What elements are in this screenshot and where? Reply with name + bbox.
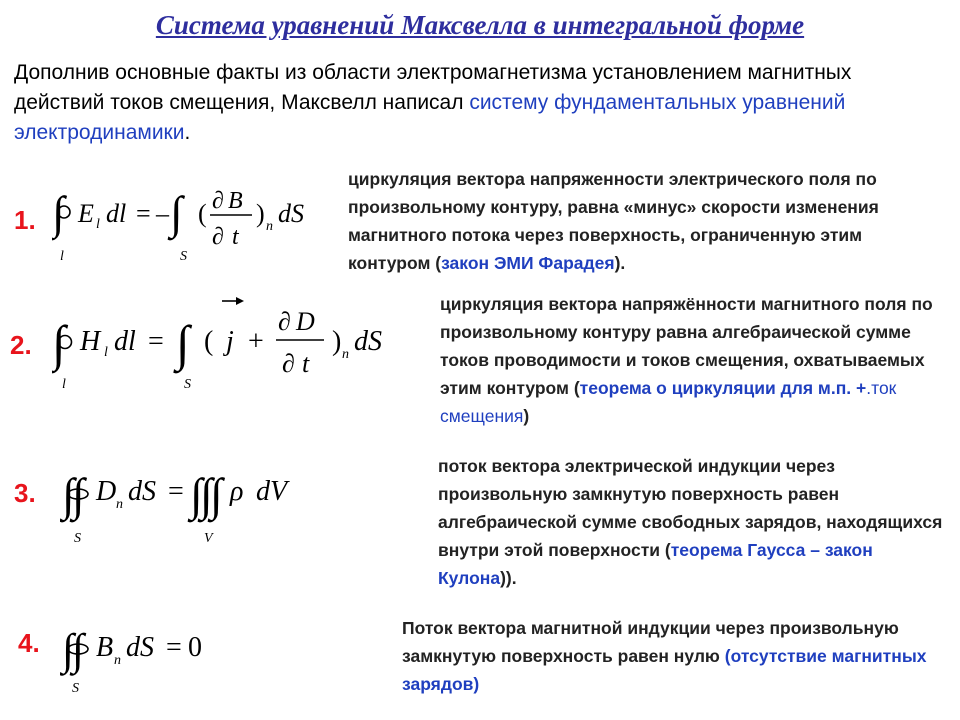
svg-text:(: ( bbox=[204, 326, 214, 357]
equation-4-formula bbox=[60, 614, 260, 704]
svg-text:=: = bbox=[168, 476, 184, 507]
equation-4-description bbox=[402, 614, 952, 698]
svg-text:∫: ∫ bbox=[210, 469, 223, 520]
svg-text:dS: dS bbox=[278, 199, 304, 228]
svg-text:B: B bbox=[96, 632, 114, 663]
equation-1-formula bbox=[52, 168, 332, 268]
slide-title: Система уравнений Максвелла в интегральной форме bbox=[155, 10, 805, 40]
svg-text:∫: ∫ bbox=[176, 315, 190, 371]
svg-text:dS: dS bbox=[128, 476, 156, 507]
svg-text:=: = bbox=[148, 326, 164, 357]
equation-3-law-name: теорема Гаусса – закон Кулона bbox=[438, 540, 873, 588]
svg-text:∫: ∫ bbox=[62, 625, 75, 674]
equation-2-desc-text: циркуляция вектора напряжённости магнитного поля по произвольному контуру равна алгебраической сумме токов проводимости и токов смещения, охватываемых этим контуром ( bbox=[440, 294, 933, 398]
svg-text:H: H bbox=[80, 326, 101, 357]
svg-text:=: = bbox=[166, 632, 182, 663]
svg-text:∫: ∫ bbox=[200, 469, 213, 520]
svg-text:∫: ∫ bbox=[72, 469, 85, 520]
svg-text:∫: ∫ bbox=[72, 625, 85, 674]
svg-text:=: = bbox=[136, 199, 151, 228]
svg-text:dV: dV bbox=[256, 476, 288, 507]
svg-text:ρ: ρ bbox=[230, 476, 244, 507]
svg-text:∫: ∫ bbox=[52, 187, 65, 238]
svg-text:S: S bbox=[184, 377, 191, 392]
equation-1-description bbox=[348, 165, 908, 277]
equation-3-description bbox=[438, 452, 953, 592]
equation-3-desc-tail: )). bbox=[500, 568, 517, 588]
svg-text:S: S bbox=[72, 681, 79, 696]
equation-1-desc-text: циркуляция вектора напряженности электрического поля по произвольному контуру, равна «минус» скорости изменения магнитного потока через поверхность, ограниченную этим контуром ( bbox=[348, 169, 879, 273]
intro-paragraph bbox=[14, 58, 944, 148]
equation-2-number: 2. bbox=[10, 330, 32, 360]
svg-text:S: S bbox=[74, 531, 81, 546]
equation-4-law-name: (отсутствие магнитных зарядов) bbox=[402, 646, 927, 694]
svg-text:l: l bbox=[96, 217, 100, 232]
svg-text:∫: ∫ bbox=[170, 187, 183, 238]
svg-text:t: t bbox=[232, 224, 239, 250]
equation-2-desc-tail: ) bbox=[523, 406, 530, 426]
svg-text:): ) bbox=[256, 199, 265, 228]
svg-text:(: ( bbox=[198, 199, 207, 228]
svg-text:0: 0 bbox=[188, 632, 202, 663]
intro-highlight: систему фундаментальных уравнений электродинамики bbox=[14, 91, 846, 144]
equation-2-formula bbox=[52, 288, 422, 398]
svg-text:j: j bbox=[226, 326, 234, 357]
svg-text:dl: dl bbox=[114, 326, 136, 357]
svg-text:D: D bbox=[296, 307, 315, 336]
svg-text:dS: dS bbox=[354, 326, 382, 357]
svg-text:n: n bbox=[114, 653, 121, 668]
intro-end: . bbox=[184, 121, 191, 144]
equation-1-number: 1. bbox=[14, 205, 36, 235]
svg-text:): ) bbox=[332, 326, 342, 357]
svg-text:dS: dS bbox=[126, 632, 154, 663]
svg-text:+: + bbox=[248, 326, 264, 357]
svg-text:–: – bbox=[156, 199, 169, 228]
svg-text:∫: ∫ bbox=[62, 469, 75, 520]
svg-text:∫: ∫ bbox=[190, 469, 203, 520]
svg-text:B: B bbox=[228, 188, 243, 214]
equation-3-formula bbox=[60, 452, 320, 552]
equation-3-desc-text: поток вектора электрической индукции через произвольную замкнутую поверхность равен алгебраической сумме свободных зарядов, находящихся внутри этой поверхности ( bbox=[438, 456, 943, 560]
equation-4-desc-text: Поток вектора магнитной индукции через произвольную замкнутую поверхность равен нулю bbox=[402, 618, 899, 666]
equation-2-law-extra: .ток смещения bbox=[440, 378, 897, 426]
svg-text:n: n bbox=[342, 347, 349, 362]
equation-1-law-name: закон ЭМИ Фарадея bbox=[441, 253, 615, 273]
svg-text:S: S bbox=[180, 249, 187, 264]
svg-text:∂: ∂ bbox=[278, 307, 291, 336]
svg-text:∂: ∂ bbox=[212, 188, 224, 214]
svg-text:∂: ∂ bbox=[212, 224, 224, 250]
equation-1-desc-tail: ). bbox=[614, 253, 626, 273]
svg-text:t: t bbox=[302, 349, 310, 378]
svg-text:∂: ∂ bbox=[282, 349, 295, 378]
svg-text:n: n bbox=[116, 497, 123, 512]
svg-text:∫: ∫ bbox=[52, 315, 66, 371]
svg-text:D: D bbox=[96, 476, 117, 507]
svg-text:dl: dl bbox=[106, 199, 127, 228]
svg-text:l: l bbox=[62, 377, 66, 392]
svg-text:l: l bbox=[104, 345, 108, 360]
equation-2-law-name: теорема о циркуляции для м.п. + bbox=[579, 378, 867, 398]
svg-text:l: l bbox=[60, 249, 64, 264]
equation-3-number: 3. bbox=[14, 478, 36, 508]
equation-2-description bbox=[440, 290, 955, 430]
equation-4-number: 4. bbox=[18, 628, 40, 658]
svg-text:V: V bbox=[204, 531, 213, 546]
intro-text: Дополнив основные факты из области электромагнетизма установлением магнитных действий токов смещения, Максвелл написал bbox=[14, 61, 852, 114]
svg-text:E: E bbox=[78, 199, 94, 228]
svg-text:n: n bbox=[266, 219, 273, 234]
